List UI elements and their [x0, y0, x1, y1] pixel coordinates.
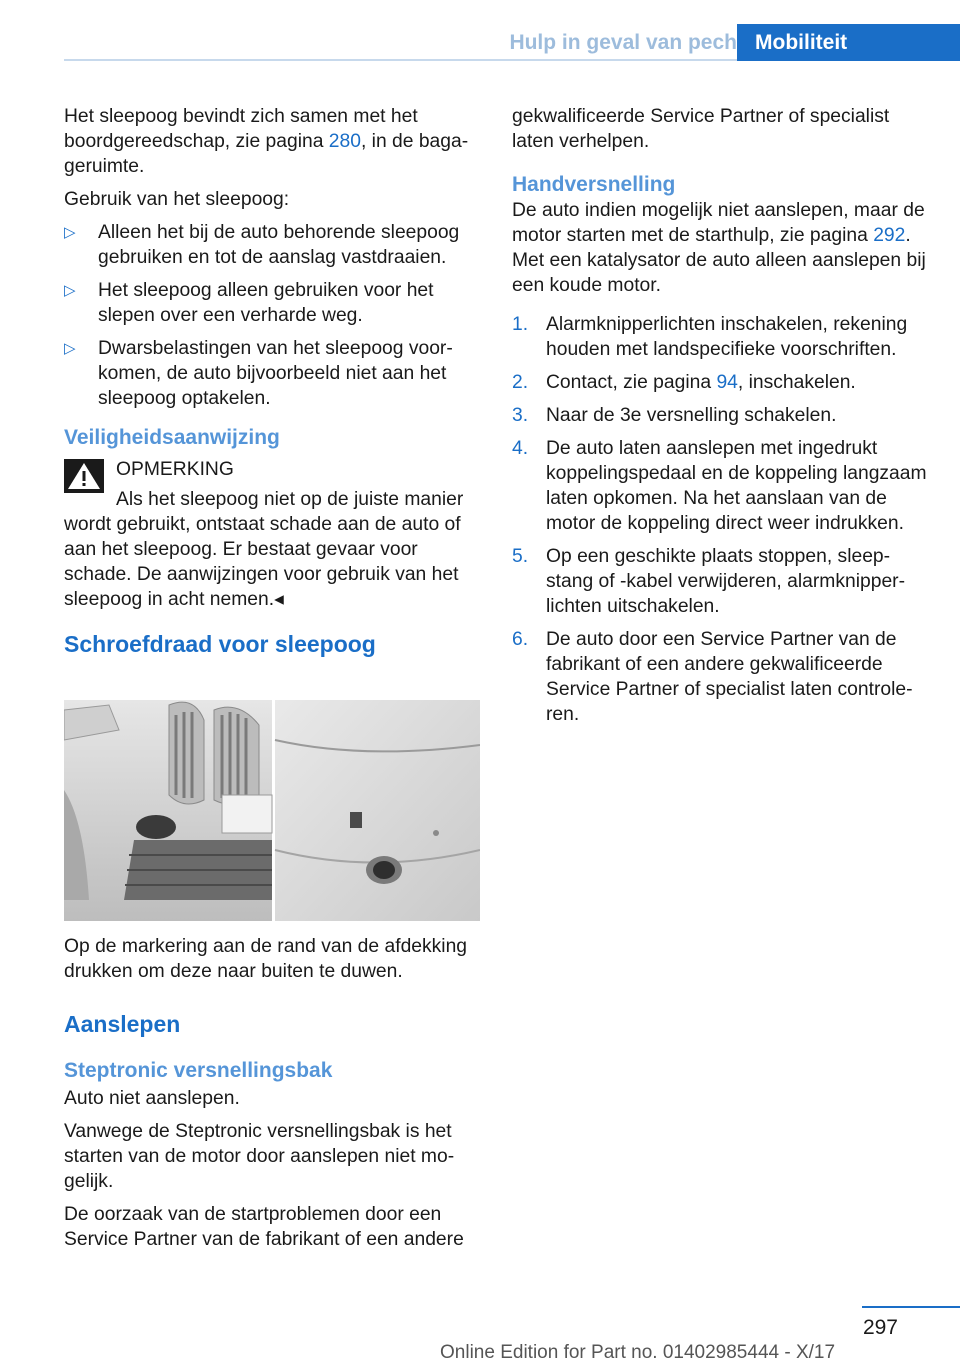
triangle-right-icon: ▷	[64, 282, 76, 299]
list-item: ▷ Dwarsbelastingen van het sleepoog voorkomen, de auto bijvoorbeeld niet aan het sleepoog optakelen.	[64, 338, 453, 409]
paragraph-steptronic-reason: Vanwege de Steptronic versnellingsbak is het starten van de motor door aanslepen niet mogelijk.	[64, 1121, 455, 1192]
header-section-title: Hulp in geval van pech	[509, 31, 737, 54]
warning-text: Als het sleepoog niet op de juiste manier wordt gebruikt, ontstaat schade aan de auto of aan het sleepoog. Er bestaat gevaar voor schade. De aanwijzingen voor gebruik van het sleepoog in acht nemen.◂	[64, 489, 464, 610]
list-item: 3. Naar de 3e versnelling schakelen.	[512, 405, 837, 426]
heading-steptronic: Steptronic versnellingsbak	[64, 1059, 333, 1082]
paragraph-usage-intro: Gebruik van het sleepoog:	[64, 189, 290, 210]
header-chapter-tab: Mobiliteit	[737, 24, 960, 61]
list-item: ▷ Alleen het bij de auto behorende sleepoog gebruiken en tot de aanslag vastdraaien.	[64, 222, 460, 268]
car-front-image	[64, 700, 480, 921]
warning-label: OPMERKING	[116, 459, 234, 480]
list-item: ▷ Het sleepoog alleen gebruiken voor het slepen over een verharde weg.	[64, 280, 434, 326]
image-caption: Op de markering aan de rand van de afdekking drukken om deze naar buiten te duwen.	[64, 936, 468, 982]
bumper-photo	[64, 700, 480, 921]
right-column	[512, 104, 930, 735]
triangle-right-icon: ▷	[64, 340, 76, 357]
paragraph-no-tow: Auto niet aanslepen.	[64, 1088, 240, 1109]
heading-towing: Aanslepen	[64, 1011, 181, 1037]
towing-steps	[512, 312, 930, 727]
heading-manual-gearbox: Handversnelling	[512, 173, 676, 196]
heading-safety: Veiligheidsaanwijzing	[64, 426, 280, 449]
edition-note: Online Edition for Part no. 01402985444 - X/17	[440, 1342, 836, 1363]
paragraph-tow-eye-location: Het sleepoog bevindt zich samen met het boordgereedschap, zie pagina 280, in de bagageruimte.	[64, 106, 469, 177]
triangle-right-icon: ▷	[64, 224, 76, 241]
page-link-94[interactable]: 94	[716, 372, 738, 393]
paragraph-manual: De auto indien mogelijk niet aanslepen, maar de motor starten met de starthulp, zie pagina 292. Met een katalysator de auto alleen aanslepen bij een koude motor.	[512, 200, 926, 296]
usage-list	[64, 220, 484, 411]
list-item: 5. Op een geschikte plaats stoppen, sleepstang of -kabel verwijderen, alarmknipperlichten uitschakelen.	[512, 546, 906, 617]
list-item: 4. De auto laten aanslepen met ingedrukt koppelingspedaal en de koppeling langzaam laten opkomen. Na het aanslaan van de motor de koppeling direct weer indrukken.	[512, 438, 927, 534]
page-link-292[interactable]: 292	[873, 225, 906, 246]
list-item: 6. De auto door een Service Partner van de fabrikant of een andere gekwalificeerde Service Partner of specialist laten controleren.	[512, 629, 913, 725]
paragraph-continued: gekwalificeerde Service Partner of specialist laten verhelpen.	[512, 106, 890, 152]
list-item: 1. Alarmknipperlichten inschakelen, rekening houden met landspecifieke voorschriften.	[512, 314, 908, 360]
footer-rule	[862, 1306, 960, 1308]
heading-thread: Schroefdraad voor sleepoog	[64, 631, 376, 657]
warning-block	[64, 457, 484, 612]
left-column	[64, 104, 484, 658]
left-column-lower	[64, 934, 484, 1260]
list-item: 2. Contact, zie pagina 94, inschakelen.	[512, 372, 856, 393]
page-number: 297	[862, 1316, 898, 1339]
warning-triangle-icon	[64, 459, 104, 493]
page-link-280[interactable]: 280	[328, 131, 361, 152]
paragraph-service-partner: De oorzaak van de startproblemen door een Service Partner van de fabrikant of een andere	[64, 1204, 464, 1250]
